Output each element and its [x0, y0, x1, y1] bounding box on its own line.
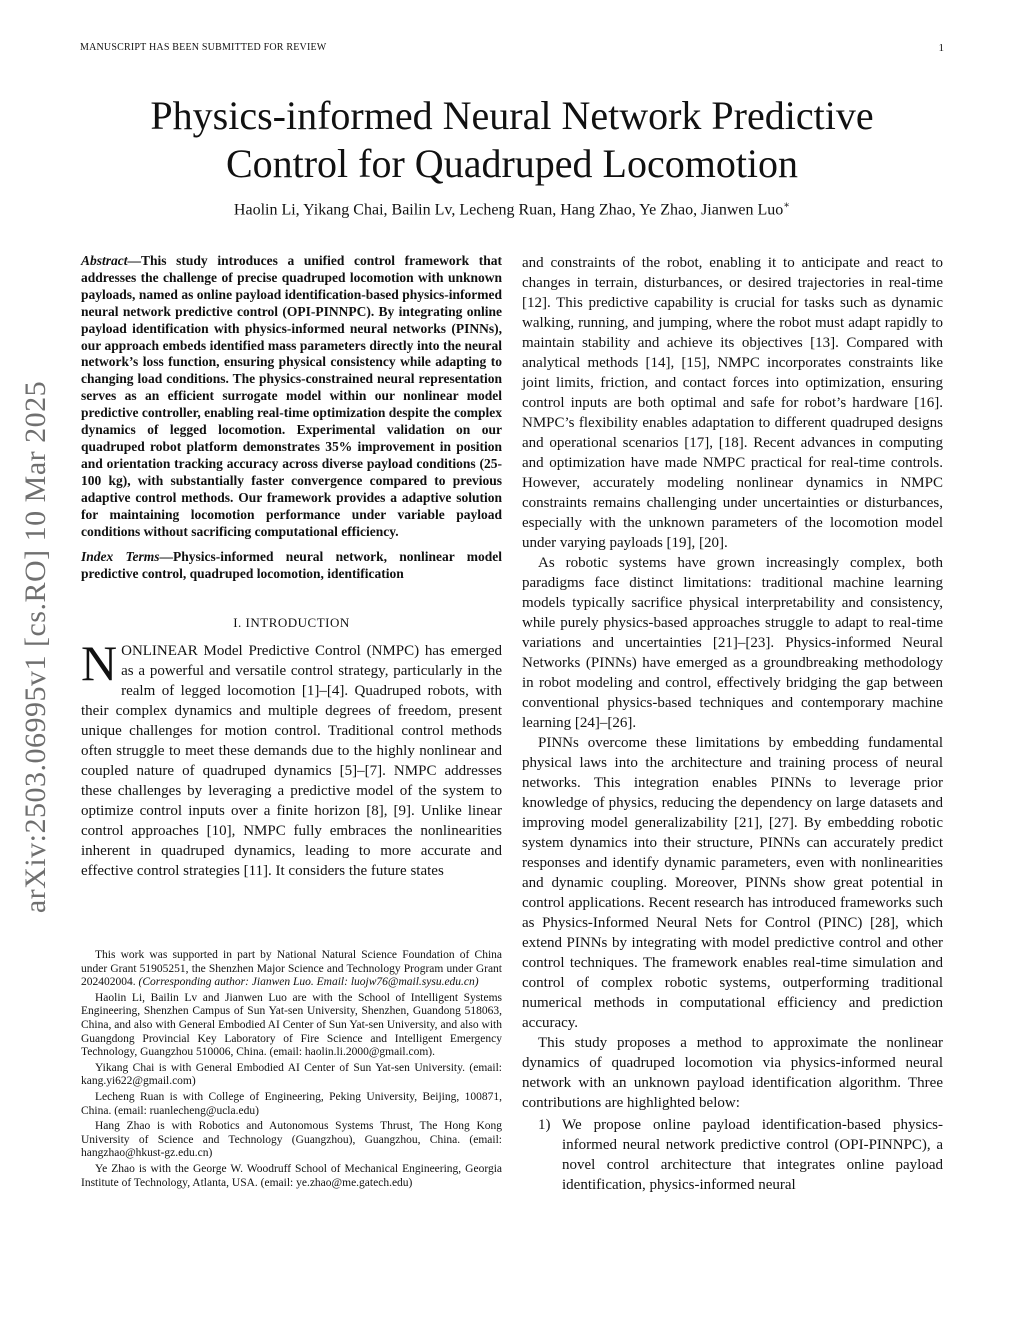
- index-terms-label: Index Terms: [81, 549, 160, 565]
- footnote-funding: [81, 949, 502, 990]
- intro-paragraph-4: This study proposes a method to approximate the nonlinear dynamics of quadruped locomotion via physics-informed neural network with an unknown payload identification algorithm. Three contributions are highlighted below:: [522, 1035, 943, 1111]
- right-column: [522, 253, 943, 1195]
- section-heading-introduction: I. INTRODUCTION: [233, 615, 350, 631]
- arxiv-identifier-text: arXiv:2503.06995v1 [cs.RO] 10 Mar 2025: [19, 380, 52, 914]
- arxiv-identifier: [8, 347, 64, 947]
- footnote-corresponding: (Corresponding author: Jianwen Luo. Email: luojw76@mail.sysu.edu.cn): [138, 976, 479, 989]
- footnote-affiliation-2: Yikang Chai is with General Embodied AI Center of Sun Yat-sen University. (email: kang.yi622@gmail.com): [81, 1061, 502, 1088]
- abstract-label: Abstract: [81, 253, 128, 268]
- index-terms-text: —Physics-informed neural network, nonlinear model predictive control, quadruped locomotion, identification: [81, 549, 503, 582]
- page-number: 1: [938, 42, 944, 54]
- list-item: [522, 1115, 943, 1195]
- abstract: [81, 253, 502, 540]
- contribution-list: [522, 1115, 943, 1195]
- author-list: [60, 200, 964, 219]
- intro-paragraph-1-continued: and constraints of the robot, enabling it to anticipate and react to changes in terrain, disturbances, or desired trajectories in real-time [12]. This predictive capability is crucial for tasks such as dynamic walking, running, and jumping, where the robot must adapt rapidly to maintain stability and achieve its objectives [13]. Compared with analytical methods [14], [15], NMPC incorporates constraints like joint limits, friction, and contact forces into optimization, ensuring control inputs are both optimal and safe for robot’s hardware [16]. NMPC’s flexibility enables adaptation to different quadruped designs and operational scenarios [17], [18]. Recent advances in computing and optimization have made NMPC practical for real-time controls. However, accurately modeling nonlinear dynamics in NMPC constraints remains challenging under uncertainties or disturbances, especially with the unknown parameters of the locomotion model under varying payloads [19], [20].: [522, 255, 943, 551]
- footnote-affiliation-5: Ye Zhao is with the George W. Woodruff School of Mechanical Engineering, Georgia Institute of Technology, Atlanta, USA. (email: ye.zhao@me.gatech.edu): [81, 1162, 502, 1189]
- footnote-affiliation-3: Lecheng Ruan is with College of Engineering, Peking University, Beijing, 100871, China. (email: ruanlecheng@ucla.edu): [81, 1090, 502, 1117]
- list-item-text: We propose online payload identification-based physics-informed neural network predictive control (OPI-PINNPC), a novel control architecture that integrates online payload identification, physics-informed neural: [562, 1117, 943, 1193]
- list-item-number: 1): [538, 1117, 551, 1133]
- corresponding-author-mark: ∗: [783, 200, 791, 211]
- title-line-1: Physics-informed Neural Network Predictive: [150, 93, 874, 138]
- footnote-affiliation-4: Hang Zhao is with Robotics and Autonomous Systems Thrust, The Hong Kong University of Science and Technology (Guangzhou), Guangzhou, China. (email: hangzhao@hkust-gz.edu.cn): [81, 1120, 502, 1160]
- index-terms: [81, 549, 502, 583]
- footnote-funding-text: This work was supported in part by National Natural Science Foundation of China under Grant 51905251, the Shenzhen Major Science and Technology Program under Grant 202402004.: [81, 949, 502, 989]
- footnotes: [81, 949, 502, 1192]
- running-header: MANUSCRIPT HAS BEEN SUBMITTED FOR REVIEW: [80, 42, 327, 53]
- author-names: Haolin Li, Yikang Chai, Bailin Lv, Lecheng Ruan, Hang Zhao, Ye Zhao, Jianwen Luo: [233, 201, 784, 219]
- paper-title: [60, 92, 964, 188]
- title-line-2: Control for Quadruped Locomotion: [225, 141, 799, 186]
- intro-paragraph-1-text: ONLINEAR Model Predictive Control (NMPC) has emerged as a powerful and versatile control strategy, particularly in the realm of legged locomotion [1]–[4]. Quadruped robots, with their complex dynamics and multiple degrees of freedom, present unique challenges for motion control. Traditional control methods often struggle to meet these demands due to the highly nonlinear and coupled nature of quadruped dynamics [5]–[7]. NMPC addresses these challenges by leveraging a predictive model of the system to optimize control inputs over a finite horizon [8], [9]. Unlike linear control approaches [10], NMPC fully embraces the nonlinearities inherent in quadruped dynamics, leading to more accurate and effective control strategies [11]. It considers the future states: [81, 643, 502, 880]
- intro-paragraph-1: [81, 635, 502, 881]
- intro-paragraph-2: As robotic systems have grown increasingly complex, both paradigms face distinct limitations: traditional machine learning models typically sacrifice physical interpretability and consistency, while purely physics-based approaches struggle to adapt to real-time variations and uncertainties [21]–[23]. Physics-informed Neural Networks (PINNs) have emerged as a groundbreaking methodology in robot modeling and control, effectively bridging the gap between conventional physics-based techniques and contemporary machine learning [24]–[26].: [522, 555, 943, 731]
- drop-cap: N: [81, 635, 118, 692]
- left-column: [81, 253, 502, 881]
- footnote-affiliation-1: Haolin Li, Bailin Lv and Jianwen Luo are with the School of Intelligent Systems Engineering, Shenzhen Campus of Sun Yat-sen University, Shenzhen, Guandong 518063, China, and also with General Embodied AI Center of Sun Yat-sen University, and also with Guangdong Provincial Key Laboratory of Fire Science and Intelligent Emergency Technology, Guangzhou 510006, China. (email: haolin.li.2000@gmail.com).: [81, 991, 502, 1059]
- abstract-text: —This study introduces a unified control framework that addresses the challenge of precise quadruped locomotion with unknown payloads, named as online payload identification-based physics-informed neural network predictive control (OPI-PINNPC). By integrating online payload identification with physics-informed neural networks (PINNs), our approach embeds identified mass parameters directly into the neural network’s loss function, ensuring physical consistency while adapting to changing load conditions. The physics-constrained neural representation serves as an efficient surrogate model within our nonlinear model predictive controller, enabling real-time optimization despite the complex dynamics of legged locomotion. Experimental validation on our quadruped robot platform demonstrates 35% improvement in position and orientation tracking accuracy across diverse payload conditions (25-100 kg), with substantially faster convergence compared to previous adaptive control methods. Our framework provides a adaptive solution for maintaining locomotion performance under variable payload conditions without sacrificing computational efficiency.: [81, 253, 502, 539]
- intro-paragraph-3: PINNs overcome these limitations by embedding fundamental physical laws into the architecture and training process of neural networks. This integration enables PINNs to leverage prior knowledge of physics, reducing the dependency on large datasets and improving model generalizability [21], [27]. By embedding robotic system dynamics into their structure, PINNs can accurately predict responses and identify dynamic parameters, even with nonlinearities and dynamic coupling. Moreover, PINNs show great potential in control applications. Recent research has introduced frameworks such as Physics-Informed Neural Nets for Control (PINC) [28], which extend PINNs by integrating with model predictive control and other control techniques. The framework enables real-time simulation and control of complex robotic systems, outperforming traditional numerical methods in computational efficiency and prediction accuracy.: [522, 735, 943, 1031]
